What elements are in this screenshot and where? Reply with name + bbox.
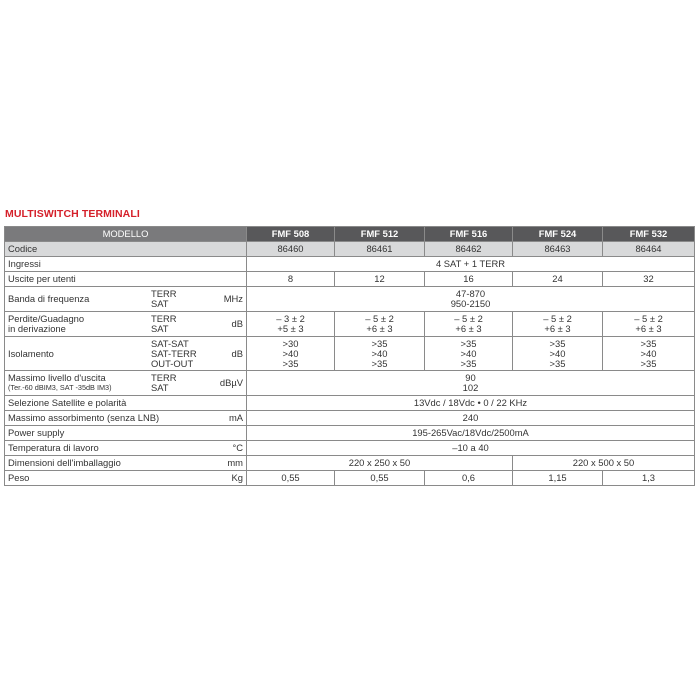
row-label: Massimo assorbimento (senza LNB): [8, 412, 160, 423]
cell-value: [335, 337, 425, 371]
header-model-fmf508: FMF 508: [247, 227, 335, 242]
cell-line: 950-2150: [450, 298, 491, 309]
row-label-cell: [5, 471, 247, 486]
cell-line: >35: [282, 357, 299, 369]
cell-line: +5 ± 3: [277, 323, 304, 334]
row-label-cell: [5, 371, 247, 396]
cell-line: >35: [460, 357, 477, 369]
table-row-banda: [5, 287, 695, 312]
row-sub-label: TERR: [151, 372, 177, 383]
cell-value: [603, 312, 695, 337]
row-label: Dimensioni dell'imballaggio: [8, 457, 121, 468]
table-row-ingressi: [5, 257, 695, 272]
cell-value: [425, 337, 513, 371]
row-label-cell: [5, 337, 247, 371]
cell-line: >40: [549, 347, 566, 359]
cell-line: +6 ± 3: [455, 323, 482, 334]
header-model-label: MODELLO: [5, 227, 247, 242]
table-row-codice: [5, 242, 695, 257]
cell-line: >35: [371, 357, 388, 369]
cell-line: >40: [282, 347, 299, 359]
cell-value: [247, 371, 695, 396]
table-row-isolamento: [5, 337, 695, 371]
table-row-peso: [5, 471, 695, 486]
cell-line: +6 ± 3: [635, 323, 662, 334]
cell-line: – 5 ± 2: [634, 313, 663, 324]
cell-value: 240: [247, 411, 695, 426]
table-header-row: [5, 227, 695, 242]
cell-line: >35: [549, 357, 566, 369]
table-row-uscite: [5, 272, 695, 287]
cell-line: >30: [282, 337, 299, 349]
row-sub-label: SAT: [151, 323, 169, 334]
table-row-massimo-livello: [5, 371, 695, 396]
row-unit: dBµV: [219, 377, 243, 388]
header-model-fmf516: FMF 516: [425, 227, 513, 242]
cell-value: [513, 337, 603, 371]
cell-value: [603, 337, 695, 371]
cell-line: >35: [371, 337, 388, 349]
row-sub-label: TERR: [151, 313, 177, 324]
header-model-fmf524: FMF 524: [513, 227, 603, 242]
spec-table: [4, 226, 695, 486]
row-sub-label: SAT: [151, 298, 169, 309]
header-model-fmf512: FMF 512: [335, 227, 425, 242]
cell-line: >35: [460, 337, 477, 349]
row-unit: dB: [231, 318, 243, 329]
cell-value: [247, 287, 695, 312]
row-unit: dB: [231, 347, 243, 359]
cell-value: 86461: [335, 242, 425, 257]
row-label: Perdite/Guadagno: [8, 313, 85, 324]
row-label: Banda di frequenza: [8, 293, 90, 304]
row-label: Uscite per utenti: [5, 272, 247, 287]
cell-line: – 3 ± 2: [276, 313, 305, 324]
cell-value: 4 SAT + 1 TERR: [247, 257, 695, 272]
cell-line: 47-870: [455, 288, 486, 299]
row-sub-label: OUT-OUT: [151, 357, 194, 369]
cell-value: 195-265Vac/18Vdc/2500mA: [247, 426, 695, 441]
row-label-cell: [5, 411, 247, 426]
cell-line: >35: [549, 337, 566, 349]
row-sub-label: SAT-SAT: [151, 337, 189, 349]
cell-value: 13Vdc / 18Vdc • 0 / 22 KHz: [247, 396, 695, 411]
row-label-note: (Ter.-60 dBIM3, SAT -35dB IM3): [8, 383, 112, 392]
row-label-cell: [5, 456, 247, 471]
cell-line: >40: [460, 347, 477, 359]
row-label: Temperatura di lavoro: [8, 442, 99, 453]
row-label: in derivazione: [8, 323, 66, 334]
cell-line: 102: [462, 382, 479, 393]
cell-value: [247, 337, 335, 371]
table-row-selezione: [5, 396, 695, 411]
row-label: Codice: [5, 242, 247, 257]
row-label: Peso: [8, 472, 30, 483]
row-sub-label: SAT-TERR: [151, 347, 197, 359]
row-label-cell: [5, 287, 247, 312]
cell-line: >40: [640, 347, 657, 359]
cell-value: 220 x 500 x 50: [513, 456, 695, 471]
cell-value: 86462: [425, 242, 513, 257]
cell-value: 1,15: [513, 471, 603, 486]
cell-line: – 5 ± 2: [454, 313, 483, 324]
cell-line: – 5 ± 2: [365, 313, 394, 324]
cell-value: 32: [603, 272, 695, 287]
cell-line: +6 ± 3: [366, 323, 393, 334]
row-label: Selezione Satellite e polarità: [5, 396, 247, 411]
table-row-dimensioni: [5, 456, 695, 471]
cell-line: >35: [640, 357, 657, 369]
cell-value: [335, 312, 425, 337]
page-title: MULTISWITCH TERMINALI: [5, 208, 140, 220]
cell-value: 12: [335, 272, 425, 287]
row-label: Power supply: [5, 426, 247, 441]
cell-line: >40: [371, 347, 388, 359]
cell-line: 90: [465, 372, 476, 383]
cell-value: 0,6: [425, 471, 513, 486]
row-label-cell: [5, 312, 247, 337]
cell-value: 86464: [603, 242, 695, 257]
row-label-cell: [5, 441, 247, 456]
header-model-fmf532: FMF 532: [603, 227, 695, 242]
cell-value: 1,3: [603, 471, 695, 486]
row-unit: MHz: [223, 293, 243, 304]
cell-value: 86460: [247, 242, 335, 257]
table-row-power-supply: [5, 426, 695, 441]
cell-value: [247, 312, 335, 337]
row-sub-label: SAT: [151, 382, 169, 393]
row-label: Ingressi: [5, 257, 247, 272]
table-row-temperatura: [5, 441, 695, 456]
cell-value: 86463: [513, 242, 603, 257]
cell-value: 0,55: [247, 471, 335, 486]
cell-line: – 5 ± 2: [543, 313, 572, 324]
cell-value: 0,55: [335, 471, 425, 486]
row-unit: °C: [232, 442, 243, 453]
row-unit: mm: [227, 457, 243, 468]
cell-value: 16: [425, 272, 513, 287]
cell-value: [513, 312, 603, 337]
row-label: Massimo livello d'uscita: [8, 372, 106, 383]
row-sub-label: TERR: [151, 288, 177, 299]
cell-value: 24: [513, 272, 603, 287]
table-row-assorbimento: [5, 411, 695, 426]
cell-value: 8: [247, 272, 335, 287]
table-row-perdite: [5, 312, 695, 337]
row-label: Isolamento: [8, 347, 54, 359]
row-unit: mA: [228, 412, 243, 423]
cell-value: [425, 312, 513, 337]
cell-line: >35: [640, 337, 657, 349]
row-unit: Kg: [231, 472, 243, 483]
cell-value: –10 a 40: [247, 441, 695, 456]
cell-line: +6 ± 3: [544, 323, 571, 334]
cell-value: 220 x 250 x 50: [247, 456, 513, 471]
